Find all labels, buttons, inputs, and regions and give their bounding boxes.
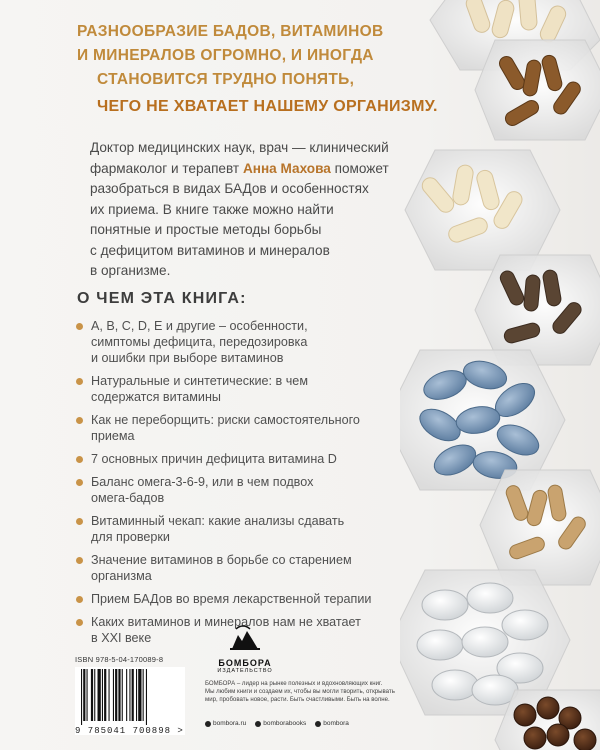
- list-item-line: 7 основных причин дефицита витамина D: [91, 452, 337, 466]
- barcode-bar: [129, 669, 130, 721]
- vk-icon: [255, 721, 261, 727]
- bullet-list: [75, 318, 395, 646]
- list-item-line: Прием БАДов во время лекарственной терапии: [91, 592, 372, 606]
- barcode-bar: [102, 669, 103, 721]
- list-item-line: в XXI веке: [91, 631, 152, 645]
- list-item: [75, 373, 395, 405]
- list-item-line: омега-бадов: [91, 491, 165, 505]
- intro-line: в организме.: [90, 263, 171, 278]
- barcode-bar: [91, 669, 93, 721]
- social-site[interactable]: [205, 720, 246, 727]
- intro-text-part: фармаколог и терапевт: [90, 160, 243, 176]
- list-item-line: и ошибки при выборе витаминов: [91, 351, 284, 365]
- list-item: [75, 591, 395, 607]
- publisher-description-line: БОМБОРА – лидер на рынке полезных и вдохновляющих книг.: [205, 680, 383, 687]
- jar: [475, 40, 600, 140]
- barcode-bar: [104, 669, 106, 721]
- publisher-logo-icon: [228, 625, 262, 651]
- list-item: [75, 552, 395, 584]
- intro-text-part: поможет: [330, 160, 389, 176]
- telegram-icon: [315, 721, 321, 727]
- list-item: [75, 318, 395, 366]
- publisher-description-line: мир, пробовать новое, расти. Быть счастливыми. Быть на волне.: [205, 696, 390, 704]
- barcode-bar: [98, 669, 101, 721]
- list-item: [75, 474, 395, 506]
- intro-line: с дефицитом витаминов и минералов: [90, 242, 330, 258]
- social-label: bombora: [323, 720, 349, 727]
- list-item-line: симптомы дефицита, передозировка: [91, 335, 308, 349]
- barcode-bar: [138, 669, 141, 721]
- intro-line: Доктор медицинских наук, врач — клинический: [90, 140, 389, 155]
- social-label: bomborabooks: [263, 720, 307, 727]
- bullet-dot-icon: [76, 619, 83, 626]
- barcode-bar: [109, 669, 110, 721]
- intro-line: [90, 159, 420, 180]
- list-item-line: организма: [91, 569, 152, 583]
- barcode-bar: [146, 669, 147, 725]
- barcode-bar: [143, 669, 144, 721]
- bullet-dot-icon: [76, 417, 83, 424]
- bullet-dot-icon: [76, 596, 83, 603]
- intro-line: разобраться в видах БАДов и особенностях: [90, 181, 369, 196]
- barcode-bar: [81, 669, 82, 725]
- barcode-bar: [87, 669, 88, 721]
- barcode-bar: [115, 669, 117, 721]
- social-label: bombora.ru: [213, 720, 247, 727]
- intro-text: [90, 138, 420, 282]
- bullet-dot-icon: [76, 479, 83, 486]
- social-telegram[interactable]: [315, 720, 349, 727]
- barcode-bar: [113, 669, 114, 721]
- barcode: [75, 667, 185, 735]
- bullet-dot-icon: [76, 456, 83, 463]
- jar: [405, 150, 560, 270]
- site-icon: [205, 721, 211, 727]
- list-item-line: A, B, C, D, E и другие – особенности,: [91, 319, 308, 333]
- barcode-bar: [122, 669, 123, 721]
- headline-line: И МИНЕРАЛОВ ОГРОМНО, И ИНОГДА: [77, 47, 374, 64]
- headline-strong: ЧЕГО НЕ ХВАТАЕТ НАШЕМУ ОРГАНИЗМУ.: [97, 98, 438, 115]
- barcode-bar: [83, 669, 85, 721]
- pills-photo: [400, 0, 600, 750]
- isbn-label: ISBN 978-5-04-170089-8: [75, 655, 164, 664]
- list-item: [75, 451, 395, 467]
- bullet-dot-icon: [76, 518, 83, 525]
- bullet-dot-icon: [76, 557, 83, 564]
- headline-line: РАЗНООБРАЗИЕ БАДОВ, ВИТАМИНОВ: [77, 23, 384, 40]
- intro-line: их приема. В книге также можно найти: [90, 201, 334, 217]
- publisher-logo: [205, 625, 285, 674]
- barcode-bar: [126, 669, 127, 721]
- list-item-line: содержатся витамины: [91, 390, 221, 404]
- isbn-block: [75, 655, 195, 735]
- bullet-dot-icon: [76, 378, 83, 385]
- publisher-description-line: Мы любим книги и создаем их, чтобы вы могли творить, открывать: [205, 688, 395, 696]
- list-item-line: Витаминный чекап: какие анализы сдавать: [91, 514, 345, 528]
- list-item: [75, 513, 395, 545]
- barcode-bar: [94, 669, 95, 721]
- barcode-bar: [132, 669, 134, 721]
- social-links: [205, 720, 349, 727]
- list-item-line: приема: [91, 429, 135, 443]
- social-vk[interactable]: [255, 720, 306, 727]
- publisher-name: БОМБОРА: [218, 658, 272, 668]
- list-item: [75, 412, 395, 444]
- list-item-line: Как не переборщить: риски самостоятельного: [91, 413, 360, 427]
- list-item-line: Значение витаминов в борьбе со старением: [91, 553, 352, 567]
- barcode-bar: [118, 669, 120, 721]
- list-item-line: Каких витаминов и минералов нам не хватает: [91, 615, 361, 629]
- publisher-subtitle: ИЗДАТЕЛЬСТВО: [217, 668, 273, 674]
- list-item-line: Натуральные и синтетические: в чем: [91, 374, 308, 388]
- barcode-bar: [136, 669, 137, 721]
- headline-line: СТАНОВИТСЯ ТРУДНО ПОНЯТЬ,: [97, 71, 355, 88]
- intro-line: понятные и простые методы борьбы: [90, 222, 322, 237]
- list-item-line: Баланс омега-3-6-9, или в чем подвох: [91, 475, 314, 489]
- list-item-line: для проверки: [91, 530, 170, 544]
- bullet-dot-icon: [76, 323, 83, 330]
- barcode-number: 9 785041 700898 >: [75, 726, 184, 736]
- author-name: Анна Махова: [242, 160, 331, 176]
- section-title: О ЧЕМ ЭТА КНИГА:: [77, 290, 247, 307]
